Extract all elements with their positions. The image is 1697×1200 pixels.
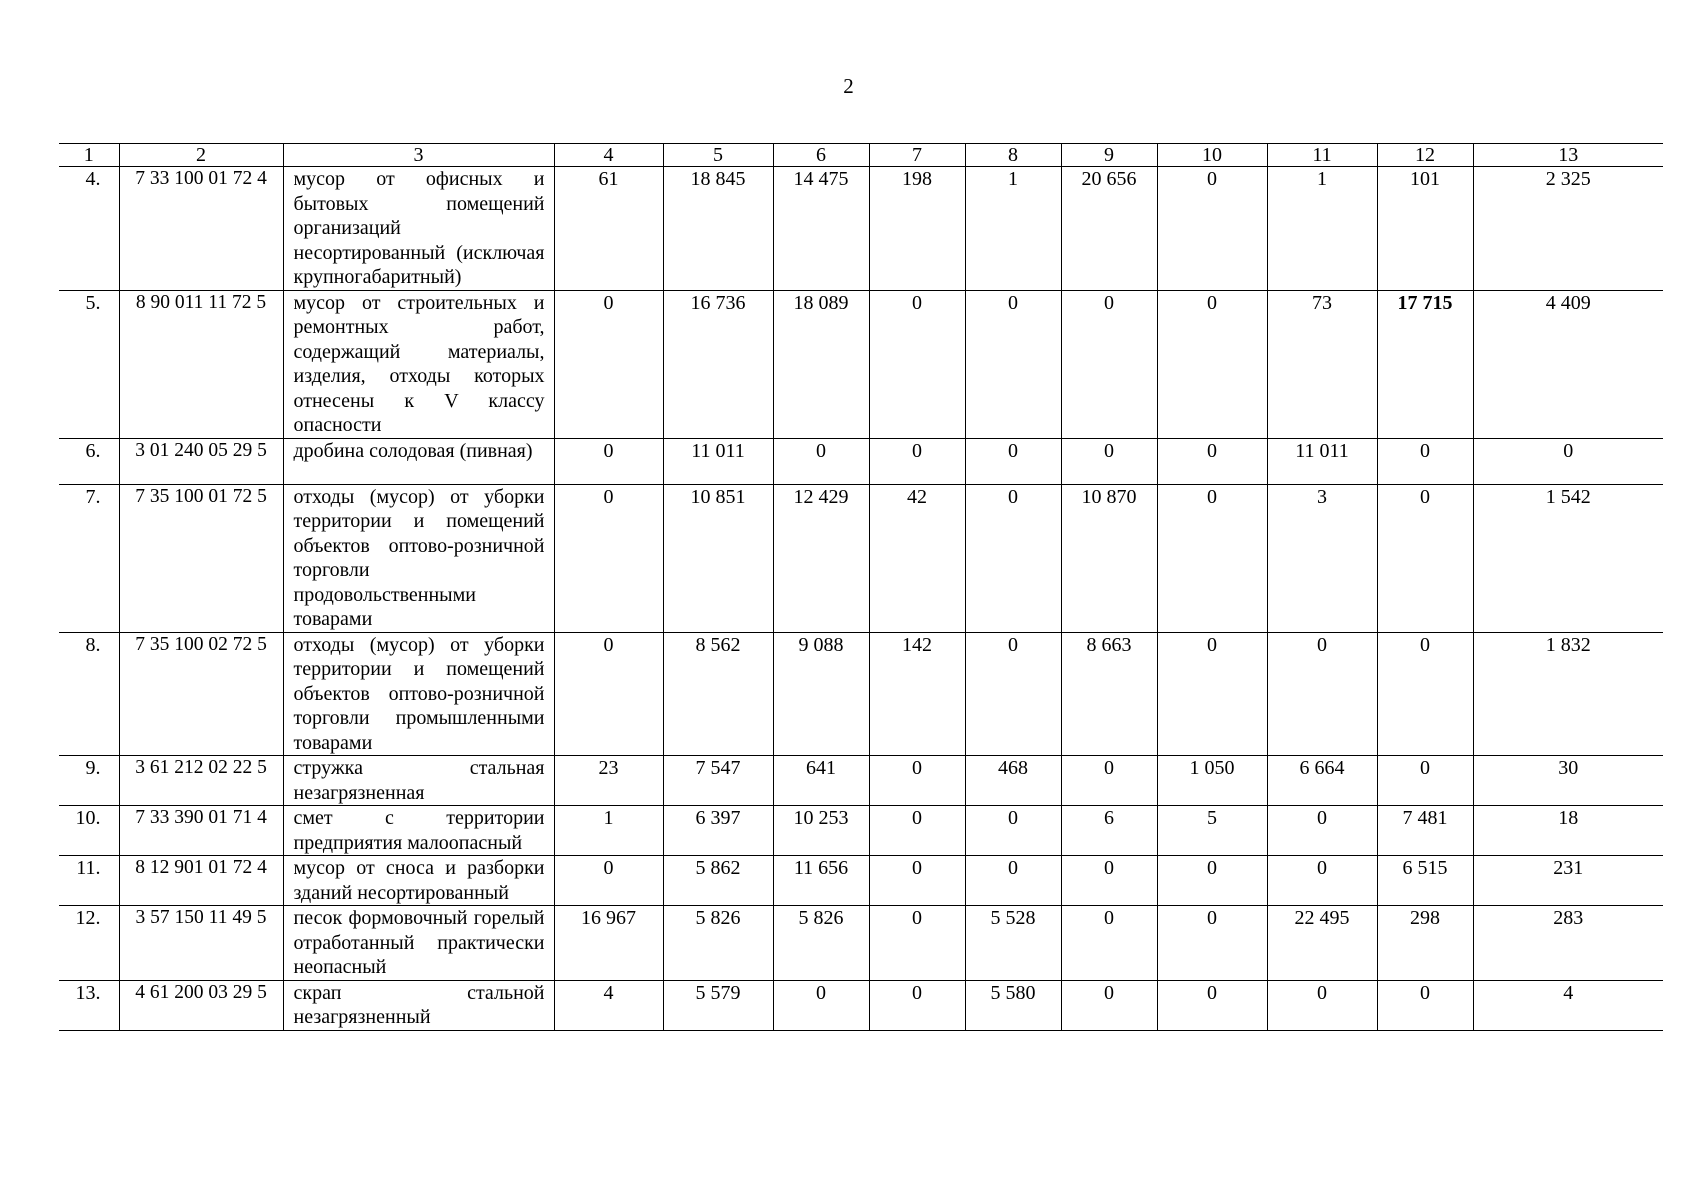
value-cell: 0	[869, 290, 965, 438]
value-cell: 3	[1267, 484, 1377, 632]
waste-code: 8 90 011 11 72 5	[119, 290, 283, 438]
row-number: 6.	[59, 438, 119, 484]
waste-name: дробина солодовая (пивная)	[283, 438, 554, 484]
value-cell: 0	[554, 856, 663, 906]
value-cell: 18	[1473, 806, 1663, 856]
value-cell: 0	[1267, 632, 1377, 756]
value-cell: 7 547	[663, 756, 773, 806]
row-number: 7.	[59, 484, 119, 632]
value-cell: 142	[869, 632, 965, 756]
value-cell: 22 495	[1267, 906, 1377, 981]
value-cell: 231	[1473, 856, 1663, 906]
value-cell: 0	[1377, 980, 1473, 1030]
value-cell: 0	[554, 484, 663, 632]
value-cell: 2 325	[1473, 167, 1663, 291]
value-cell: 5 826	[663, 906, 773, 981]
column-number-row	[59, 144, 1663, 167]
column-header: 3	[283, 144, 554, 167]
table-row	[59, 167, 1663, 291]
table-row	[59, 290, 1663, 438]
value-cell: 0	[869, 806, 965, 856]
value-cell: 0	[554, 290, 663, 438]
waste-code: 4 61 200 03 29 5	[119, 980, 283, 1030]
value-cell: 0	[773, 980, 869, 1030]
value-cell: 1	[1267, 167, 1377, 291]
value-cell: 6 515	[1377, 856, 1473, 906]
value-cell: 11 656	[773, 856, 869, 906]
value-cell: 1	[554, 806, 663, 856]
value-cell: 7 481	[1377, 806, 1473, 856]
value-cell: 6	[1061, 806, 1157, 856]
column-header: 12	[1377, 144, 1473, 167]
value-cell: 14 475	[773, 167, 869, 291]
value-cell: 18 089	[773, 290, 869, 438]
value-cell: 0	[1061, 756, 1157, 806]
column-header: 11	[1267, 144, 1377, 167]
value-cell: 1 542	[1473, 484, 1663, 632]
waste-code: 8 12 901 01 72 4	[119, 856, 283, 906]
waste-code: 7 33 100 01 72 4	[119, 167, 283, 291]
value-cell: 0	[1157, 632, 1267, 756]
value-cell: 18 845	[663, 167, 773, 291]
value-cell: 0	[869, 756, 965, 806]
waste-code: 7 33 390 01 71 4	[119, 806, 283, 856]
row-number: 10.	[59, 806, 119, 856]
waste-name: отходы (мусор) от уборки территории и помещений объектов оптово-розничной торговли промышленными товарами	[283, 632, 554, 756]
value-cell: 5 528	[965, 906, 1061, 981]
value-cell: 0	[554, 632, 663, 756]
value-cell: 0	[965, 484, 1061, 632]
value-cell: 61	[554, 167, 663, 291]
value-cell: 4	[1473, 980, 1663, 1030]
column-header: 2	[119, 144, 283, 167]
column-header: 4	[554, 144, 663, 167]
value-cell: 0	[1061, 438, 1157, 484]
value-cell: 4	[554, 980, 663, 1030]
row-number: 13.	[59, 980, 119, 1030]
value-cell: 5 580	[965, 980, 1061, 1030]
waste-name: песок формовочный горелый отработанный практически неопасный	[283, 906, 554, 981]
value-cell: 0	[773, 438, 869, 484]
row-number: 5.	[59, 290, 119, 438]
value-cell: 11 011	[663, 438, 773, 484]
column-header: 9	[1061, 144, 1157, 167]
column-header: 7	[869, 144, 965, 167]
value-cell: 9 088	[773, 632, 869, 756]
value-cell: 0	[965, 856, 1061, 906]
value-cell: 0	[869, 906, 965, 981]
value-cell: 0	[1473, 438, 1663, 484]
value-cell: 6 397	[663, 806, 773, 856]
value-cell: 1	[965, 167, 1061, 291]
column-header: 1	[59, 144, 119, 167]
value-cell: 16 736	[663, 290, 773, 438]
table-row	[59, 438, 1663, 484]
column-header: 10	[1157, 144, 1267, 167]
value-cell: 0	[554, 438, 663, 484]
table-row	[59, 484, 1663, 632]
value-cell: 42	[869, 484, 965, 632]
value-cell: 198	[869, 167, 965, 291]
value-cell: 0	[1061, 290, 1157, 438]
value-cell: 0	[965, 632, 1061, 756]
value-cell: 4 409	[1473, 290, 1663, 438]
value-cell: 12 429	[773, 484, 869, 632]
value-cell: 0	[1157, 484, 1267, 632]
table-row	[59, 632, 1663, 756]
value-cell: 0	[869, 856, 965, 906]
value-cell: 468	[965, 756, 1061, 806]
value-cell: 101	[1377, 167, 1473, 291]
value-cell: 0	[1061, 906, 1157, 981]
waste-code: 3 01 240 05 29 5	[119, 438, 283, 484]
waste-code: 7 35 100 02 72 5	[119, 632, 283, 756]
table-row	[59, 806, 1663, 856]
value-cell: 283	[1473, 906, 1663, 981]
value-cell: 5 826	[773, 906, 869, 981]
value-cell: 1 050	[1157, 756, 1267, 806]
value-cell: 0	[965, 806, 1061, 856]
value-cell: 0	[1157, 980, 1267, 1030]
row-number: 8.	[59, 632, 119, 756]
value-cell: 0	[1267, 806, 1377, 856]
table-row	[59, 756, 1663, 806]
row-number: 9.	[59, 756, 119, 806]
value-cell: 0	[1061, 980, 1157, 1030]
value-cell: 17 715	[1377, 290, 1473, 438]
waste-name: стружка стальная незагрязненная	[283, 756, 554, 806]
value-cell: 10 870	[1061, 484, 1157, 632]
value-cell: 16 967	[554, 906, 663, 981]
waste-name: смет с территории предприятия малоопасный	[283, 806, 554, 856]
value-cell: 0	[869, 438, 965, 484]
value-cell: 0	[1377, 632, 1473, 756]
value-cell: 0	[965, 438, 1061, 484]
value-cell: 10 253	[773, 806, 869, 856]
value-cell: 0	[869, 980, 965, 1030]
table-row	[59, 980, 1663, 1030]
column-header: 8	[965, 144, 1061, 167]
waste-name: мусор от строительных и ремонтных работ, содержащий материалы, изделия, отходы которых отнесены к V классу опасности	[283, 290, 554, 438]
value-cell: 0	[1377, 438, 1473, 484]
waste-code: 3 57 150 11 49 5	[119, 906, 283, 981]
value-cell: 298	[1377, 906, 1473, 981]
table-row	[59, 856, 1663, 906]
value-cell: 5 862	[663, 856, 773, 906]
value-cell: 0	[965, 290, 1061, 438]
value-cell: 0	[1157, 438, 1267, 484]
value-cell: 0	[1377, 484, 1473, 632]
value-cell: 0	[1157, 906, 1267, 981]
value-cell: 1 832	[1473, 632, 1663, 756]
row-number: 11.	[59, 856, 119, 906]
waste-code: 7 35 100 01 72 5	[119, 484, 283, 632]
column-header: 5	[663, 144, 773, 167]
row-number: 12.	[59, 906, 119, 981]
waste-code: 3 61 212 02 22 5	[119, 756, 283, 806]
value-cell: 20 656	[1061, 167, 1157, 291]
value-cell: 5 579	[663, 980, 773, 1030]
value-cell: 0	[1267, 856, 1377, 906]
waste-name: мусор от офисных и бытовых помещений организаций несортированный (исключая крупногабаритный)	[283, 167, 554, 291]
table-row	[59, 906, 1663, 981]
value-cell: 0	[1377, 756, 1473, 806]
value-cell: 8 562	[663, 632, 773, 756]
value-cell: 6 664	[1267, 756, 1377, 806]
value-cell: 10 851	[663, 484, 773, 632]
value-cell: 0	[1267, 980, 1377, 1030]
waste-table	[59, 143, 1663, 1031]
value-cell: 5	[1157, 806, 1267, 856]
value-cell: 0	[1157, 290, 1267, 438]
waste-name: отходы (мусор) от уборки территории и помещений объектов оптово-розничной торговли продовольственными товарами	[283, 484, 554, 632]
value-cell: 8 663	[1061, 632, 1157, 756]
page-number: 2	[843, 74, 854, 98]
value-cell: 30	[1473, 756, 1663, 806]
column-header: 6	[773, 144, 869, 167]
value-cell: 641	[773, 756, 869, 806]
value-cell: 0	[1157, 856, 1267, 906]
value-cell: 0	[1157, 167, 1267, 291]
waste-name: скрап стальной незагрязненный	[283, 980, 554, 1030]
waste-name: мусор от сноса и разборки зданий несортированный	[283, 856, 554, 906]
value-cell: 73	[1267, 290, 1377, 438]
value-cell: 11 011	[1267, 438, 1377, 484]
row-number: 4.	[59, 167, 119, 291]
column-header: 13	[1473, 144, 1663, 167]
value-cell: 23	[554, 756, 663, 806]
value-cell: 0	[1061, 856, 1157, 906]
